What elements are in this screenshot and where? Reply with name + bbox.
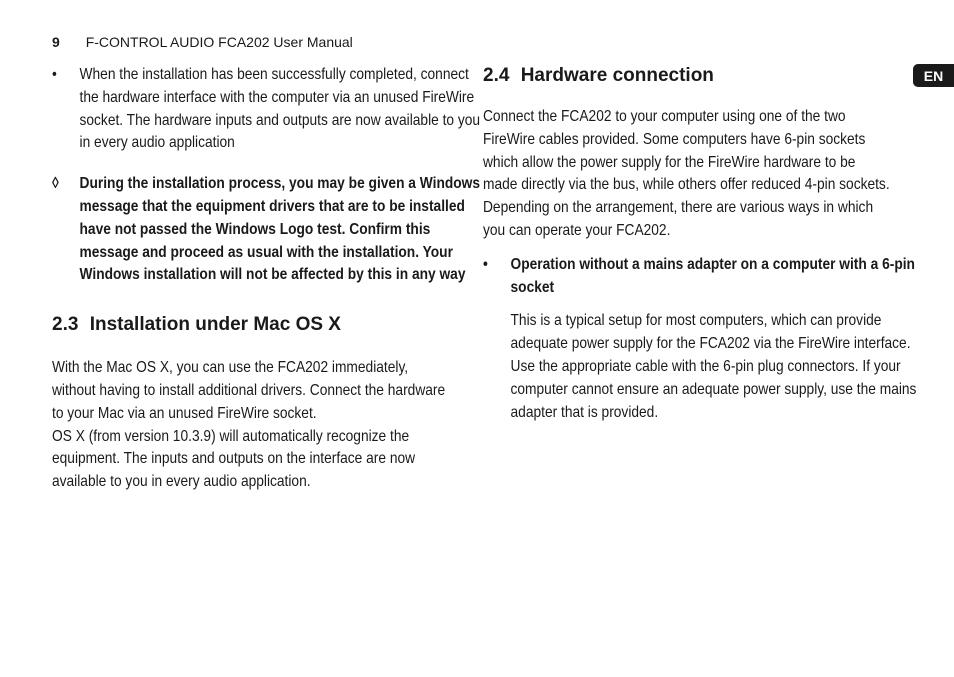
section-title: Installation under Mac OS X bbox=[89, 314, 341, 336]
bullet-text: When the installation has been successfully completed, connect the hardware interface with the computer via an unused FireWire socket. The hardware inputs and outputs are now available to you in every audio application bbox=[79, 66, 481, 152]
paragraph-line: With the Mac OS X, you can use the FCA202 immediately, without having to install additional drivers. Connect the hardware to your Mac via an unused FireWire socket. bbox=[52, 359, 446, 422]
left-column bbox=[52, 64, 481, 494]
bullet-icon: • bbox=[52, 66, 57, 83]
page-header bbox=[52, 34, 353, 50]
note-windows-logo-test bbox=[52, 173, 481, 287]
paragraph-line: OS X (from version 10.3.9) will automatically recognize the equipment. The inputs and outputs on the interface are now available to you in every audio application. bbox=[52, 427, 416, 491]
language-badge: EN bbox=[913, 64, 954, 87]
mac-install-paragraph bbox=[52, 357, 453, 494]
section-heading-hardware bbox=[483, 64, 893, 88]
note-text: During the installation process, you may be given a Windows message that the equipment drivers that are to be installed have not passed the Windows Logo test. Confirm this message and proceed as usual with the installation. Your Windows installation will not be affected by this in any way bbox=[79, 175, 481, 284]
section-number: 2.3 bbox=[52, 314, 79, 336]
bullet-item-install-complete bbox=[52, 64, 481, 155]
note-diamond-icon: ◊ bbox=[52, 175, 59, 193]
bullet-heading-text: Operation without a mains adapter on a computer with a 6-pin socket bbox=[510, 255, 915, 296]
page-number: 9 bbox=[52, 34, 60, 50]
right-column bbox=[483, 64, 917, 424]
hardware-paragraph: Connect the FCA202 to your computer using one of the two FireWire cables provided. Some computers have 6-pin sockets which allow the power supply for the FireWire hardware to be made directly via the bus, while others offer reduced 4-pin sockets. Depending on the arrangement, there are various ways in which you can operate your FCA202. bbox=[483, 108, 890, 239]
bullet-icon: • bbox=[483, 255, 488, 273]
manual-title: F-CONTROL AUDIO FCA202 User Manual bbox=[85, 34, 353, 50]
section-number: 2.4 bbox=[483, 65, 510, 86]
bullet-paragraph-6pin: This is a typical setup for most computers, which can provide adequate power supply for the FCA202 via the FireWire interface. Use the appropriate cable with the 6-pin plug connectors. If your computer cannot ensure an adequate power supply, use the mains adapter that is provided. bbox=[510, 312, 917, 421]
section-heading-mac bbox=[52, 313, 454, 337]
section-title: Hardware connection bbox=[520, 65, 714, 86]
bullet-heading-6pin bbox=[483, 254, 920, 300]
